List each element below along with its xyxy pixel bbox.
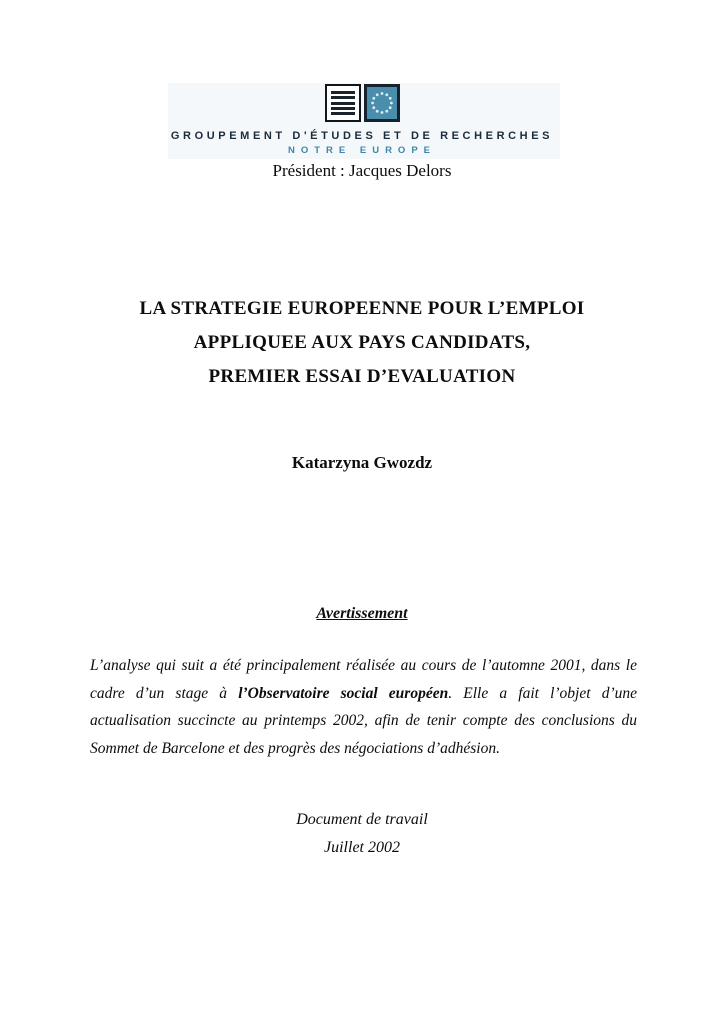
notice-text-part2: . Elle a fait l’objet d’une actualisation succincte au printemps 2002, afin de tenir compte des conclusions du Sommet de Barcelone et des progrès des négociations d’adhésion. bbox=[90, 684, 637, 757]
eu-stars-icon bbox=[364, 84, 400, 122]
author-name: Katarzyna Gwozdz bbox=[291, 453, 433, 472]
org-subname: NOTRE EUROPE bbox=[287, 145, 436, 156]
org-name: GROUPEMENT D'ÉTUDES ET DE RECHERCHES bbox=[170, 130, 554, 142]
document-date: Juillet 2002 bbox=[324, 839, 400, 856]
title-line-3: PREMIER ESSAI D’EVALUATION bbox=[208, 366, 516, 387]
president-line: Président : Jacques Delors bbox=[272, 161, 452, 180]
notice-text-part1: L’analyse qui suit a été principalement réalisée au cours de l’automne 2001, dans le cadre d’un stage à bbox=[90, 657, 637, 702]
title-line-1: LA STRATEGIE EUROPEENNE POUR L’EMPLOI bbox=[139, 298, 585, 319]
document-lines-icon bbox=[325, 84, 361, 122]
notice-heading-text: Avertissement bbox=[316, 605, 408, 622]
document-type: Document de travail bbox=[296, 811, 428, 828]
notre-europe-logo bbox=[0, 84, 724, 122]
document-title bbox=[0, 292, 724, 394]
notice-paragraph bbox=[90, 652, 637, 762]
notice-heading bbox=[0, 605, 724, 623]
title-line-2: APPLIQUEE AUX PAYS CANDIDATS, bbox=[193, 332, 531, 353]
notice-text-bold: l’Observatoire social européen bbox=[238, 684, 449, 702]
